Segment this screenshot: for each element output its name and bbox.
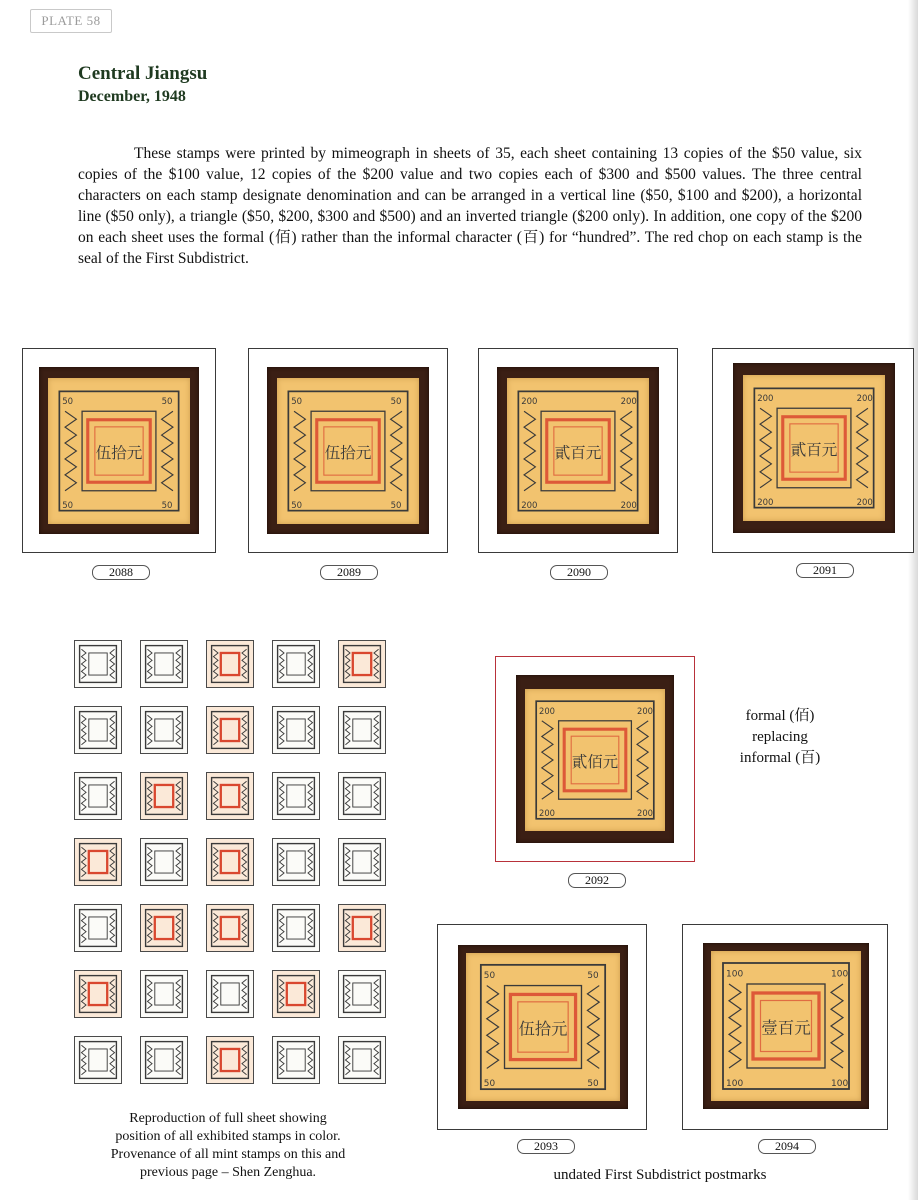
svg-text:50: 50 (483, 1079, 496, 1090)
full-sheet-reproduction (74, 640, 394, 1096)
sheet-position-stamp (272, 772, 320, 820)
catalog-number: 2092 (568, 873, 626, 888)
svg-text:50: 50 (62, 397, 74, 408)
sheet-caption: Reproduction of full sheet showing position of all exhibited stamps in color. Provenance of all mint stamps on this and previous page – Shen Zenghua. (110, 1111, 346, 1180)
svg-text:200: 200 (856, 394, 873, 405)
sheet-position-stamp (206, 904, 254, 952)
postmark-caption: undated First Subdistrict postmarks (553, 1167, 767, 1183)
sheet-position-stamp (338, 970, 386, 1018)
sheet-position-stamp (206, 970, 254, 1018)
svg-text:50: 50 (587, 1079, 599, 1090)
svg-text:50: 50 (390, 397, 402, 408)
sheet-position-stamp (272, 904, 320, 952)
sheet-position-stamp (206, 640, 254, 688)
formal-character-note: formal (佰) replacing informal (百) (739, 708, 821, 766)
sheet-position-stamp (140, 970, 188, 1018)
stamp-frame-2089 (248, 348, 448, 553)
sheet-position-stamp (338, 706, 386, 754)
stamp-frame-2094 (682, 924, 888, 1130)
svg-text:貳佰元: 貳佰元 (571, 753, 619, 771)
svg-text:伍拾元: 伍拾元 (324, 444, 372, 463)
stamp-2088 (48, 378, 190, 524)
sheet-position-stamp (338, 1036, 386, 1084)
catalog-number: 2094 (758, 1139, 816, 1154)
sheet-position-stamp (140, 904, 188, 952)
svg-text:200: 200 (856, 497, 873, 508)
sheet-position-stamp (338, 772, 386, 820)
sheet-position-stamp (140, 706, 188, 754)
svg-text:50: 50 (161, 500, 173, 511)
svg-text:200: 200 (637, 705, 653, 716)
svg-text:50: 50 (483, 971, 496, 982)
svg-text:100: 100 (831, 1079, 849, 1089)
sheet-position-stamp (140, 1036, 188, 1084)
sheet-position-stamp (206, 772, 254, 820)
svg-text:貳百元: 貳百元 (554, 444, 602, 463)
catalog-number: 2091 (796, 563, 854, 578)
page-subtitle: December, 1948 (78, 88, 186, 105)
svg-text:50: 50 (291, 397, 303, 408)
sheet-position-stamp (74, 970, 122, 1018)
sheet-position-stamp (338, 904, 386, 952)
svg-text:200: 200 (757, 497, 774, 508)
svg-text:100: 100 (831, 969, 849, 980)
sheet-position-stamp (74, 838, 122, 886)
stamp-2092 (525, 689, 665, 831)
svg-text:200: 200 (521, 397, 538, 408)
svg-text:壹百元: 壹百元 (761, 1018, 811, 1038)
sheet-position-stamp (74, 904, 122, 952)
sheet-position-stamp (206, 706, 254, 754)
sheet-position-stamp (338, 838, 386, 886)
sheet-position-stamp (74, 772, 122, 820)
svg-text:伍拾元: 伍拾元 (518, 1019, 568, 1039)
intro-paragraph: These stamps were printed by mimeograph in sheets of 35, each sheet containing 13 copies of the $50 value, six copies of the $100 value, 12 copies of the $200 value and two copies each of $300 and $500 values. The three central characters on each stamp designate denomination and can be arranged in a vertical line ($50, $100 and $200), a horizontal line ($50 only), a triangle ($50, $200, $300 and $500) and an inverted triangle ($200 only). In addition, one copy of the $200 on each sheet uses the formal (佰) rather than the informal character (百) for “hundred”. The red chop on each stamp is the seal of the First Subdistrict. (78, 145, 862, 267)
sheet-position-stamp (140, 640, 188, 688)
svg-text:200: 200 (620, 397, 637, 408)
sheet-position-stamp (140, 838, 188, 886)
svg-text:200: 200 (521, 500, 538, 511)
sheet-position-stamp (338, 640, 386, 688)
sheet-position-stamp (272, 970, 320, 1018)
plate-label: PLATE 58 (30, 9, 112, 33)
svg-text:伍拾元: 伍拾元 (95, 444, 143, 463)
stamp-2089 (277, 378, 419, 524)
svg-text:50: 50 (587, 971, 599, 982)
svg-text:100: 100 (726, 969, 744, 980)
page-title: Central Jiangsu (78, 63, 208, 84)
catalog-number: 2089 (320, 565, 378, 580)
svg-text:50: 50 (161, 397, 173, 408)
sheet-position-stamp (74, 640, 122, 688)
svg-text:200: 200 (620, 500, 637, 511)
sheet-position-stamp (206, 1036, 254, 1084)
stamp-frame-2093 (437, 924, 647, 1130)
stamp-2090 (507, 378, 649, 524)
stamp-frame-2090 (478, 348, 678, 553)
sheet-position-stamp (74, 1036, 122, 1084)
svg-text:100: 100 (726, 1079, 744, 1089)
stamp-frame-2091 (712, 348, 914, 553)
catalog-number: 2093 (517, 1139, 575, 1154)
sheet-position-stamp (140, 772, 188, 820)
stamp-2094 (711, 951, 861, 1101)
catalog-number: 2090 (550, 565, 608, 580)
sheet-position-stamp (272, 1036, 320, 1084)
sheet-position-stamp (272, 706, 320, 754)
svg-text:200: 200 (637, 808, 653, 818)
stamp-frame-2088 (22, 348, 216, 553)
stamp-2093 (466, 953, 620, 1101)
catalog-number: 2088 (92, 565, 150, 580)
svg-text:50: 50 (62, 500, 74, 511)
stamp-frame-2092 (495, 656, 695, 862)
sheet-position-stamp (272, 838, 320, 886)
svg-text:貳百元: 貳百元 (790, 441, 838, 460)
stamp-2091 (743, 375, 885, 521)
sheet-position-stamp (74, 706, 122, 754)
sheet-position-stamp (206, 838, 254, 886)
svg-text:50: 50 (390, 500, 402, 511)
svg-text:200: 200 (539, 808, 555, 818)
page-edge (908, 0, 918, 1200)
sheet-position-stamp (272, 640, 320, 688)
svg-text:200: 200 (539, 705, 555, 716)
svg-text:50: 50 (291, 500, 303, 511)
svg-text:200: 200 (757, 394, 774, 405)
